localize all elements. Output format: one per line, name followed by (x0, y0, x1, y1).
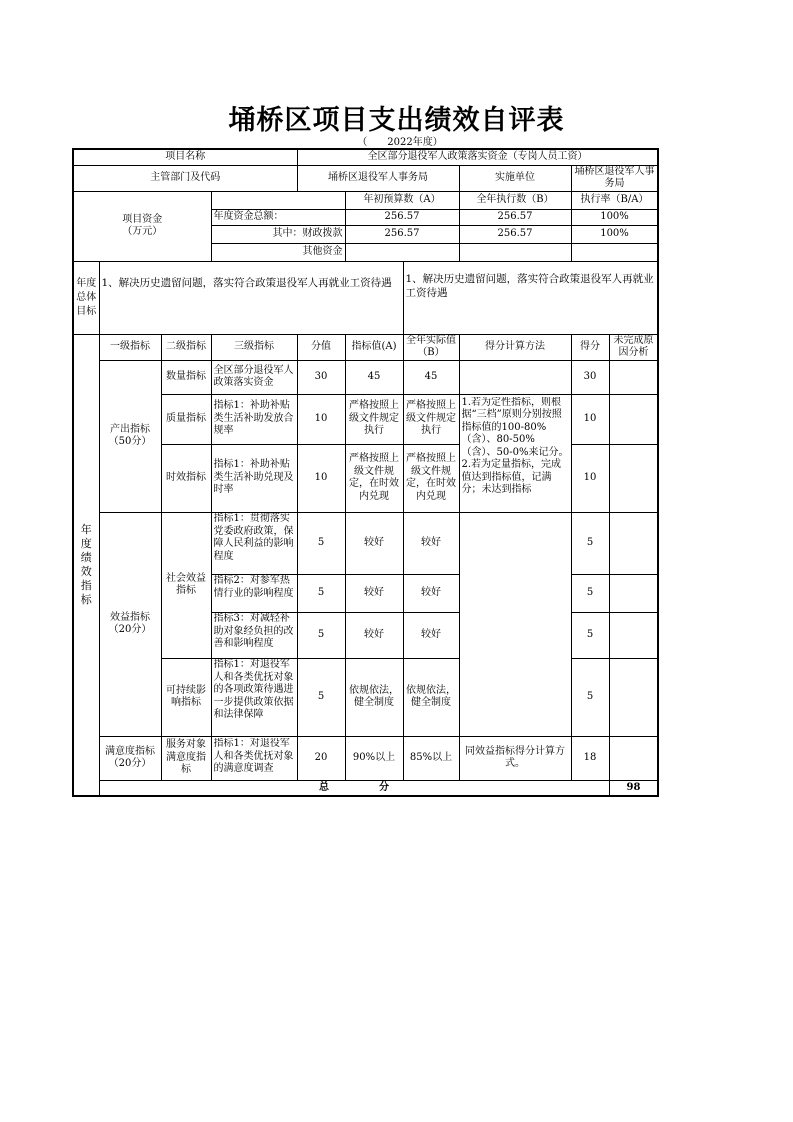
funds-row-label: 年度资金总额： (211, 209, 345, 225)
benefit-score: 5 (297, 574, 345, 612)
section-label: 年度绩效指标 (73, 334, 99, 796)
dept-label: 主管部门及代码 (73, 165, 297, 191)
benefit-got: 5 (571, 512, 609, 574)
output-reason (609, 444, 658, 512)
funds-col-a: 年初预算数（A） (345, 191, 459, 209)
benefit-l3: 指标1：对退役军人和各类优抚对象的各项政策待遇进一步提供政策依据和法律保障 (211, 658, 297, 736)
output-target: 严格按照上级文件规定，在时效内兑现 (345, 444, 403, 512)
fiscal-year: （ 2022年度） (357, 137, 443, 148)
funds-row-rate: 100% (571, 225, 658, 243)
dept-value: 埇桥区退役军人事务局 (297, 165, 459, 191)
output-got: 10 (571, 444, 609, 512)
impl-value: 埇桥区退役军人事务局 (571, 165, 658, 191)
benefit-l3: 指标2：对参军热情行业的影响程度 (211, 574, 297, 612)
benefit-score: 5 (297, 658, 345, 736)
header-level2: 二级指标 (161, 334, 211, 360)
page-title: 埇桥区项目支出绩效自评表 (228, 105, 565, 136)
funds-row-b: 256.57 (459, 225, 571, 243)
header-got: 得分 (571, 334, 609, 360)
benefit-reason (609, 574, 658, 612)
funds-row-rate (571, 243, 658, 261)
benefit-got: 5 (571, 612, 609, 658)
benefit-score: 5 (297, 512, 345, 574)
sustain-label: 可持续影响指标 (161, 658, 211, 736)
output-l2: 数量指标 (161, 360, 211, 394)
output-score: 30 (297, 360, 345, 394)
project-name-value: 全区部分退役军人政策落实资金（专岗人员工资） (297, 149, 658, 165)
output-score: 10 (297, 444, 345, 512)
header-target: 指标值(A) (345, 334, 403, 360)
satisfaction-l2: 服务对象满意度指标 (161, 736, 211, 780)
benefit-target: 较好 (345, 574, 403, 612)
impl-label: 实施单位 (459, 165, 571, 191)
satisfaction-actual: 85%以上 (403, 736, 459, 780)
funds-blank (211, 191, 345, 209)
social-benefit-label: 社会效益指标 (161, 512, 211, 658)
benefit-l3: 指标1：贯彻落实党委政府政策，保障人民利益的影响程度 (211, 512, 297, 574)
output-l2: 时效指标 (161, 444, 211, 512)
benefit-got: 5 (571, 574, 609, 612)
goal-right: 1、解决历史遗留问题，落实符合政策退役军人再就业工资待遇 (403, 261, 658, 334)
benefit-method-blank (459, 512, 571, 736)
benefit-target: 较好 (345, 612, 403, 658)
output-actual: 严格按照上级文件规定执行 (403, 394, 459, 444)
funds-row-b (459, 243, 571, 261)
output-method: 1.若为定性指标，则根据“三档”原则分别按照指标值的100-80%（含）、80-50%（含）、50-0%来记分。 2.若为定量指标，完成值达到指标值，记满分；未达到指标 (459, 394, 571, 512)
satisfaction-target: 90%以上 (345, 736, 403, 780)
benefit-actual: 较好 (403, 612, 459, 658)
funds-col-rate: 执行率（B/A） (571, 191, 658, 209)
benefit-target: 较好 (345, 512, 403, 574)
output-reason (609, 360, 658, 394)
evaluation-table (72, 148, 659, 797)
output-actual: 严格按照上级文件规定，在时效内兑现 (403, 444, 459, 512)
funds-label: 项目资金 （万元） (73, 191, 211, 261)
header-level3: 三级指标 (211, 334, 297, 360)
output-l2: 质量指标 (161, 394, 211, 444)
output-l3: 全区部分退役军人政策落实资金 (211, 360, 297, 394)
output-got: 30 (571, 360, 609, 394)
header-score: 分值 (297, 334, 345, 360)
output-label: 产出指标 （50分） (99, 360, 161, 512)
output-got: 10 (571, 394, 609, 444)
output-score: 10 (297, 394, 345, 444)
header-method: 得分计算方法 (459, 334, 571, 360)
funds-row-label: 其他资金 (211, 243, 345, 261)
satisfaction-l3: 指标1：对退役军人和各类优抚对象的满意度调查 (211, 736, 297, 780)
benefit-reason (609, 612, 658, 658)
benefit-actual: 依规依法，健全制度 (403, 658, 459, 736)
funds-row-rate: 100% (571, 209, 658, 225)
funds-row-a: 256.57 (345, 209, 459, 225)
satisfaction-reason (609, 736, 658, 780)
output-target: 严格按照上级文件规定执行 (345, 394, 403, 444)
benefit-reason (609, 658, 658, 736)
header-level1: 一级指标 (99, 334, 161, 360)
satisfaction-score: 20 (297, 736, 345, 780)
benefit-target: 依规依法，健全制度 (345, 658, 403, 736)
output-l3: 指标1：补助补贴类生活补助兑现及时率 (211, 444, 297, 512)
benefit-got: 5 (571, 658, 609, 736)
satisfaction-label: 满意度指标 （20分） (99, 736, 161, 780)
funds-row-label: 其中：财政拨款 (211, 225, 345, 243)
benefit-actual: 较好 (403, 574, 459, 612)
satisfaction-method: 同效益指标得分计算方式。 (459, 736, 571, 780)
total-score: 98 (609, 780, 658, 796)
benefit-l3: 指标3：对减轻补助对象经负担的改善和影响程度 (211, 612, 297, 658)
output-method-blank (459, 360, 571, 394)
total-label: 总 分 (99, 780, 609, 796)
output-reason (609, 394, 658, 444)
output-target: 45 (345, 360, 403, 394)
output-l3: 指标1：补助补贴类生活补助发放合规率 (211, 394, 297, 444)
benefit-reason (609, 512, 658, 574)
benefit-actual: 较好 (403, 512, 459, 574)
goal-label: 年度总体目标 (73, 261, 99, 334)
benefit-score: 5 (297, 612, 345, 658)
funds-row-a (345, 243, 459, 261)
funds-col-b: 全年执行数（B） (459, 191, 571, 209)
output-actual: 45 (403, 360, 459, 394)
satisfaction-got: 18 (571, 736, 609, 780)
funds-row-b: 256.57 (459, 209, 571, 225)
goal-left: 1、解决历史遗留问题，落实符合政策退役军人再就业工资待遇 (99, 261, 403, 334)
funds-row-a: 256.57 (345, 225, 459, 243)
header-actual: 全年实际值（B） (403, 334, 459, 360)
benefit-label: 效益指标 （20分） (99, 512, 161, 736)
header-reason: 未完成原因分析 (609, 334, 658, 360)
project-name-label: 项目名称 (73, 149, 297, 165)
